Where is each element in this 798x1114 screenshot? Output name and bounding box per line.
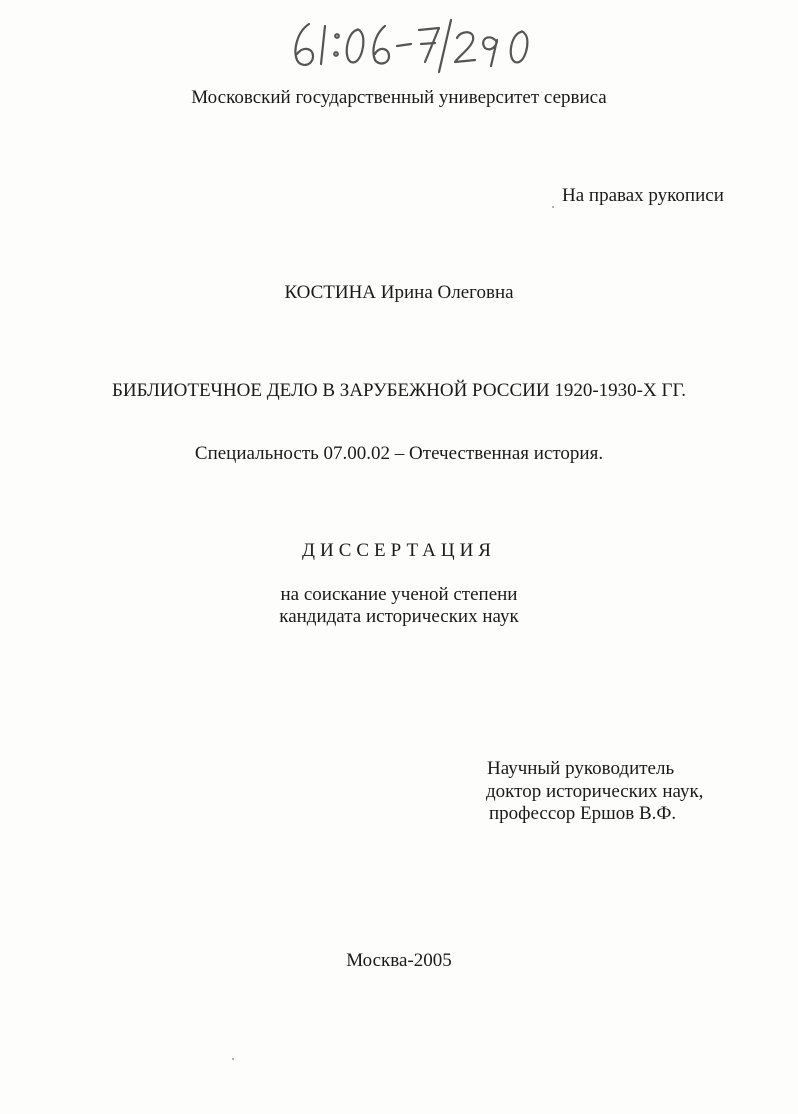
advisor-line: доктор исторических наук,: [486, 781, 704, 802]
handwritten-archive-number: [285, 10, 555, 80]
specialty-line: Специальность 07.00.02 – Отечественная история.: [194, 443, 604, 464]
degree-line: на соискание ученой степени: [280, 584, 518, 605]
advisor-line: профессор Ершов В.Ф.: [489, 803, 677, 824]
author-name: КОСТИНА Ирина Олеговна: [284, 282, 514, 303]
scan-speck: [232, 1058, 234, 1060]
document-type-heading: ДИССЕРТАЦИЯ: [302, 540, 496, 561]
degree-line: кандидата исторических наук: [279, 606, 519, 627]
handwriting-drawing: [285, 10, 555, 80]
city-and-year: Москва-2005: [346, 950, 452, 971]
advisor-line: Научный руководитель: [487, 758, 675, 779]
university-name: Московский государственный университет сервиса: [191, 87, 607, 108]
scan-speck: [552, 206, 554, 208]
dissertation-title: БИБЛИОТЕЧНОЕ ДЕЛО В ЗАРУБЕЖНОЙ РОССИИ 1920-1930-Х ГГ.: [111, 380, 687, 401]
manuscript-rights-note: На правах рукописи: [562, 185, 724, 206]
